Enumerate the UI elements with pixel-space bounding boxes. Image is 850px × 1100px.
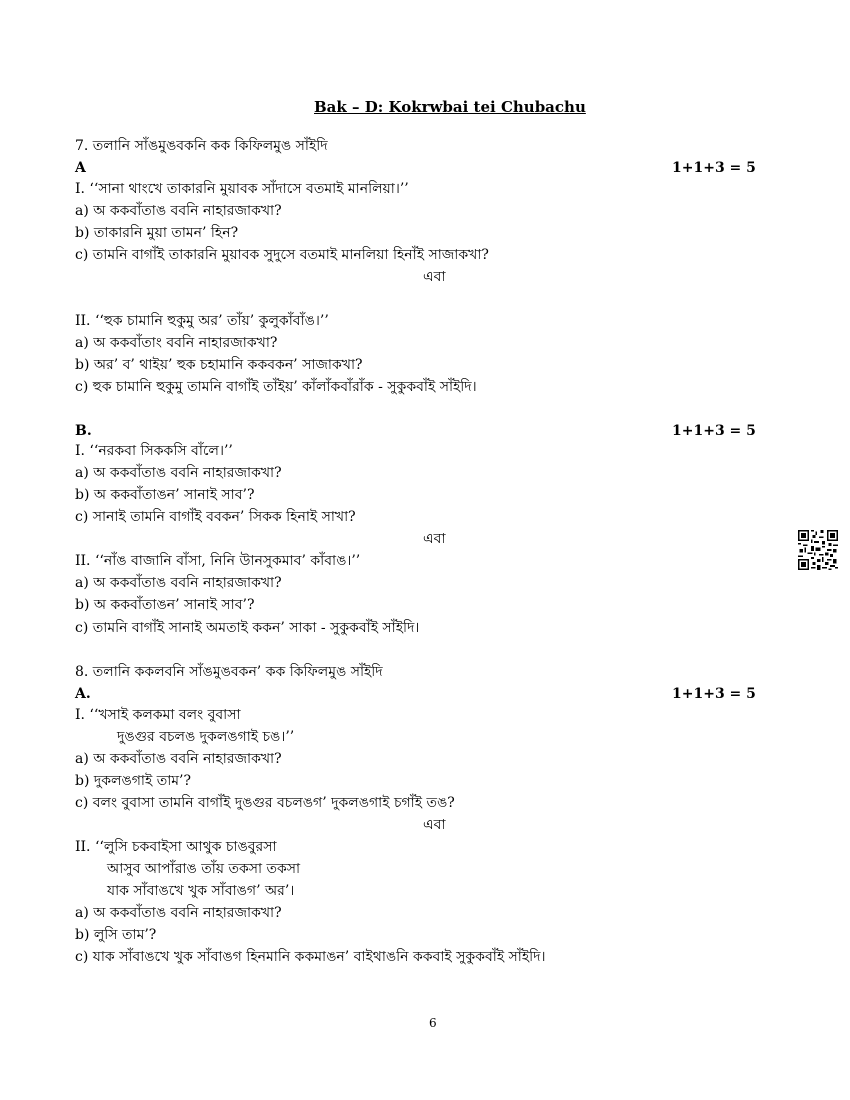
q8-a2-qa: a) অ ককবাঁতাঙ ববনি নাহারজাকখা? xyxy=(75,905,282,921)
qr-code-icon xyxy=(798,530,838,570)
q8-a1-qc: c) বলং বুবাসা তামনি বাগাঁই দুঙগুর বচলঙগ’ দুকলঙগাই চগাঁই তঙ? xyxy=(75,795,455,811)
q8-a1-quote-line1: I. ‘‘খসাই কলকমা বলং বুবাসা xyxy=(75,707,241,723)
q7-heading: 7. তলানি সাঁঙমুঙবকনি কক কিফিলমুঙ সাঁইদি xyxy=(75,138,328,154)
q7-a1-qa: a) অ ককবাঁতাঙ ববনি নাহারজাকখা? xyxy=(75,203,282,219)
q7-a1-quote: I. ‘‘সানা থাংখে তাকারনি মুয়াবক সাঁদাসে বতমাই মানলিয়া।’’ xyxy=(75,181,409,197)
q7-a1-qb: b) তাকারনি মুয়া তামন’ হিন? xyxy=(75,225,239,241)
q8-a1-quote-line2: দুঙগুর বচলঙ দুকলঙগাই চঙ।’’ xyxy=(117,729,295,745)
q7-a-marks: 1+1+3 = 5 xyxy=(672,160,756,176)
q8-a2-quote-line3: যাক সাঁবাঙখে খুক সাঁবাঙগ’ অর’। xyxy=(107,883,295,899)
q7-b-label: B. xyxy=(75,423,92,439)
q7-a2-qc: c) হুক চামানি হুকুমু তামনি বাগাঁই তাঁইয়’ কাঁলাঁকবাঁরাঁক - সুকুকবাঁই সাঁইদি। xyxy=(75,379,477,395)
q7-b2-qc: c) তামনি বাগাঁই সানাই অমতাই ককন’ সাকা - সুকুকবাঁই সাঁইদি। xyxy=(75,620,420,636)
q7-a-label: A xyxy=(75,160,86,176)
q8-a2-quote-line2: আসুব আপাঁরাঙ তাঁয় তকসা তকসা xyxy=(107,861,301,877)
q7-b2-qa: a) অ ককবাঁতাঙ ববনি নাহারজাকখা? xyxy=(75,575,282,591)
q7-b1-qa: a) অ ককবাঁতাঙ ববনি নাহারজাকখা? xyxy=(75,465,282,481)
q7-a2-qb: b) অর’ ব’ থাইয়’ হুক চহামানি ককবকন’ সাজাকখা? xyxy=(75,357,363,373)
q7-b-marks: 1+1+3 = 5 xyxy=(672,423,756,439)
q8-a1-qa: a) অ ককবাঁতাঙ ববনি নাহারজাকখা? xyxy=(75,751,282,767)
q8-a2-qc: c) যাক সাঁবাঙখে খুক সাঁবাঙগ হিনমানি ককমাঙন’ বাইথাঙনি ককবাই সুকুকবাঁই সাঁইদি। xyxy=(75,949,546,965)
q7-b2-quote: II. ‘‘নাঁঙ বাজানি বাঁসা, নিনি উানসুকমাব’ কাঁবাঙ।’’ xyxy=(75,553,361,569)
q7-a2-quote: II. ‘‘হুক চামানি হুকুমু অর’ তাঁয়’ কুলুকাঁবাঁঙ।’’ xyxy=(75,313,329,329)
q7-b2-qb: b) অ ককবাঁতাঙন’ সানাই সাব’? xyxy=(75,597,255,613)
q7-b1-qc: c) সানাই তামনি বাগাঁই ববকন’ সিকক হিনাই সাখা? xyxy=(75,509,356,525)
q8-a2-quote-line1: II. ‘‘লুসি চকবাইসা আথুক চাঙবুরসা xyxy=(75,839,277,855)
q8-a-marks: 1+1+3 = 5 xyxy=(672,686,756,702)
q8-heading: 8. তলানি ককলবনি সাঁঙমুঙবকন’ কক কিফিলমুঙ সাঁইদি xyxy=(75,664,383,680)
page-number: 6 xyxy=(429,1016,437,1030)
q7-b1-quote: I. ‘‘নরকবা সিককসি বাঁলে।’’ xyxy=(75,443,233,459)
q7-a1-qc: c) তামনি বাগাঁই তাকারনি মুয়াবক সুদুসে বতমাই মানলিয়া হিনাঁই সাজাকখা? xyxy=(75,247,489,263)
q8-a-label: A. xyxy=(75,686,91,702)
q7-a2-qa: a) অ ককবাঁতাং ববনি নাহারজাকখা? xyxy=(75,335,278,351)
q7-or-1: এবা xyxy=(423,269,446,285)
section-title: Bak – D: Kokrwbai tei Chubachu xyxy=(314,98,586,116)
q7-or-2: এবা xyxy=(423,531,446,547)
q8-or-1: এবা xyxy=(423,817,446,833)
q8-a1-qb: b) দুকলঙগাই তাম’? xyxy=(75,773,191,789)
q8-a2-qb: b) লুসি তাম’? xyxy=(75,927,157,943)
q7-b1-qb: b) অ ককবাঁতাঙন’ সানাই সাব’? xyxy=(75,487,255,503)
